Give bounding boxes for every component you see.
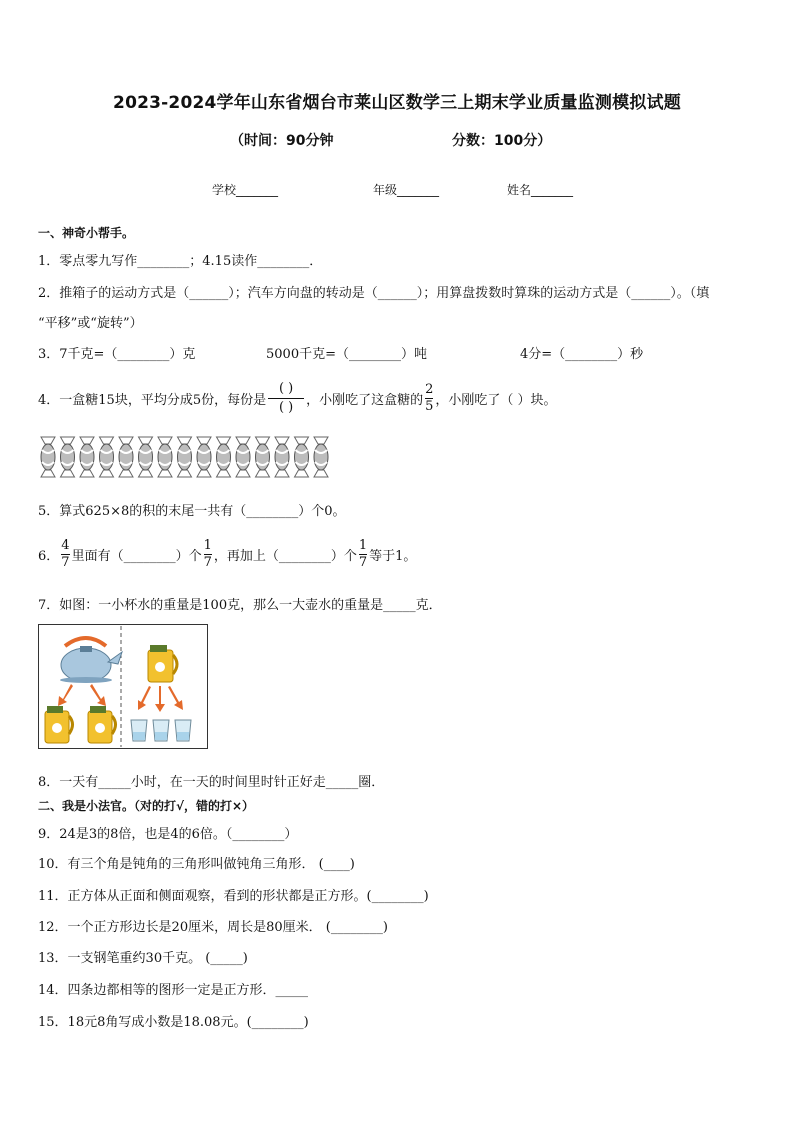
section-heading-2: 二、我是小法官。（对的打√，错的打×） [38, 799, 255, 813]
candy-icon [61, 437, 75, 477]
grade-field[interactable]: 年级_______ [373, 183, 440, 197]
candy-icon [197, 437, 211, 477]
fraction-denominator: 7 [203, 554, 212, 570]
fraction-two-fifths [425, 383, 433, 414]
question-11: 11．正方体从正面和侧面观察，看到的形状都是正方形。(________) [38, 889, 429, 904]
section-heading-1: 一、神奇小帮手。 [38, 226, 135, 240]
pitcher-icon [88, 706, 116, 743]
question-2-line-2: “平移”或“旋转”） [38, 316, 143, 331]
candy-icon [158, 437, 172, 477]
question-10: 10．有三个角是钝角的三角形叫做钝角三角形． (____) [38, 857, 355, 872]
pitcher-icon [45, 706, 73, 743]
school-field[interactable]: 学校_______ [212, 183, 279, 197]
candy-icon [275, 437, 289, 477]
fraction-numerator: 2 [425, 381, 434, 397]
question-3c: 4分=（________）秒 [520, 347, 644, 362]
question-14: 14．四条边都相等的图形一定是正方形．_____ [38, 983, 309, 998]
pitcher-icon [148, 645, 177, 682]
question-15: 15．18元8角写成小数是18.08元。(________) [38, 1015, 309, 1030]
question-4-part-3: ，小刚吃了（ ）块。 [435, 392, 557, 408]
exam-score: 分数：100分） [452, 133, 552, 149]
fraction-numerator: 1 [358, 537, 368, 553]
question-4-part-1: 4．一盒糖15块，平均分成5份，每份是 [38, 392, 267, 408]
fraction-numerator: 1 [203, 537, 212, 553]
candy-icon [256, 437, 270, 477]
question-7: 7．如图：一小杯水的重量是100克，那么一大壶水的重量是_____克． [38, 598, 442, 613]
fraction-denominator: 5 [425, 398, 434, 414]
question-4-part-2: ，小刚吃了这盒糖的 [306, 392, 424, 408]
question-6-part-1: 6． [38, 548, 60, 564]
candy-icon [139, 437, 153, 477]
fraction-four-sevenths [61, 539, 69, 570]
question-5: 5．算式625×8的积的末尾一共有（________）个0。 [38, 504, 346, 519]
candy-icon [295, 437, 309, 477]
question-3a: 3．7千克=（________）克 [38, 347, 196, 362]
fraction-bar [268, 398, 304, 399]
fraction-one-seventh [359, 539, 367, 570]
candy-row-illustration [38, 436, 338, 478]
fraction-one-seventh [204, 539, 212, 570]
answer-fraction-bottom: ( ) [278, 399, 294, 415]
question-2-line-1: 2．推箱子的运动方式是（______）；汽车方向盘的转动是（______）；用算盘拨数时算珠的运动方式是（______）。（填 [38, 286, 710, 301]
fraction-numerator: 4 [61, 537, 70, 553]
question-4 [38, 376, 557, 420]
question-12: 12．一个正方形边长是20厘米，周长是80厘米． (________) [38, 920, 388, 935]
candy-icon [314, 437, 328, 477]
candy-icon [119, 437, 133, 477]
question-13: 13．一支钢笔重约30千克。 (_____) [38, 951, 248, 966]
candy-icon [80, 437, 94, 477]
fraction-denominator: 7 [358, 554, 368, 570]
question-9: 9．24是3的8倍，也是4的6倍。（________） [38, 827, 298, 842]
fraction-denominator: 7 [61, 554, 70, 570]
question-6-part-2: 里面有（________）个 [71, 548, 202, 564]
question-6-part-4: 等于1。 [369, 548, 417, 564]
name-field[interactable]: 姓名_______ [507, 183, 574, 197]
candy-icon [217, 437, 231, 477]
kettle-pitcher-cup-illustration [38, 624, 208, 749]
candy-icon [100, 437, 114, 477]
question-6 [38, 534, 416, 574]
page-title: 2023-2024学年山东省烟台市莱山区数学三上期末学业质量监测模拟试题 [113, 93, 681, 113]
candy-icon [178, 437, 192, 477]
candy-icon [236, 437, 250, 477]
answer-fraction [266, 381, 306, 416]
question-6-part-3: ，再加上（________）个 [213, 548, 357, 564]
answer-fraction-top: ( ) [278, 380, 294, 396]
question-8: 8．一天有_____小时，在一天的时间里时针正好走_____圈． [38, 775, 385, 790]
exam-time: （时间：90分钟 [230, 133, 334, 149]
candy-icon [41, 437, 55, 477]
question-3b: 5000千克=（________）吨 [266, 347, 427, 362]
question-1: 1．零点零九写作________；4.15读作________． [38, 254, 323, 269]
